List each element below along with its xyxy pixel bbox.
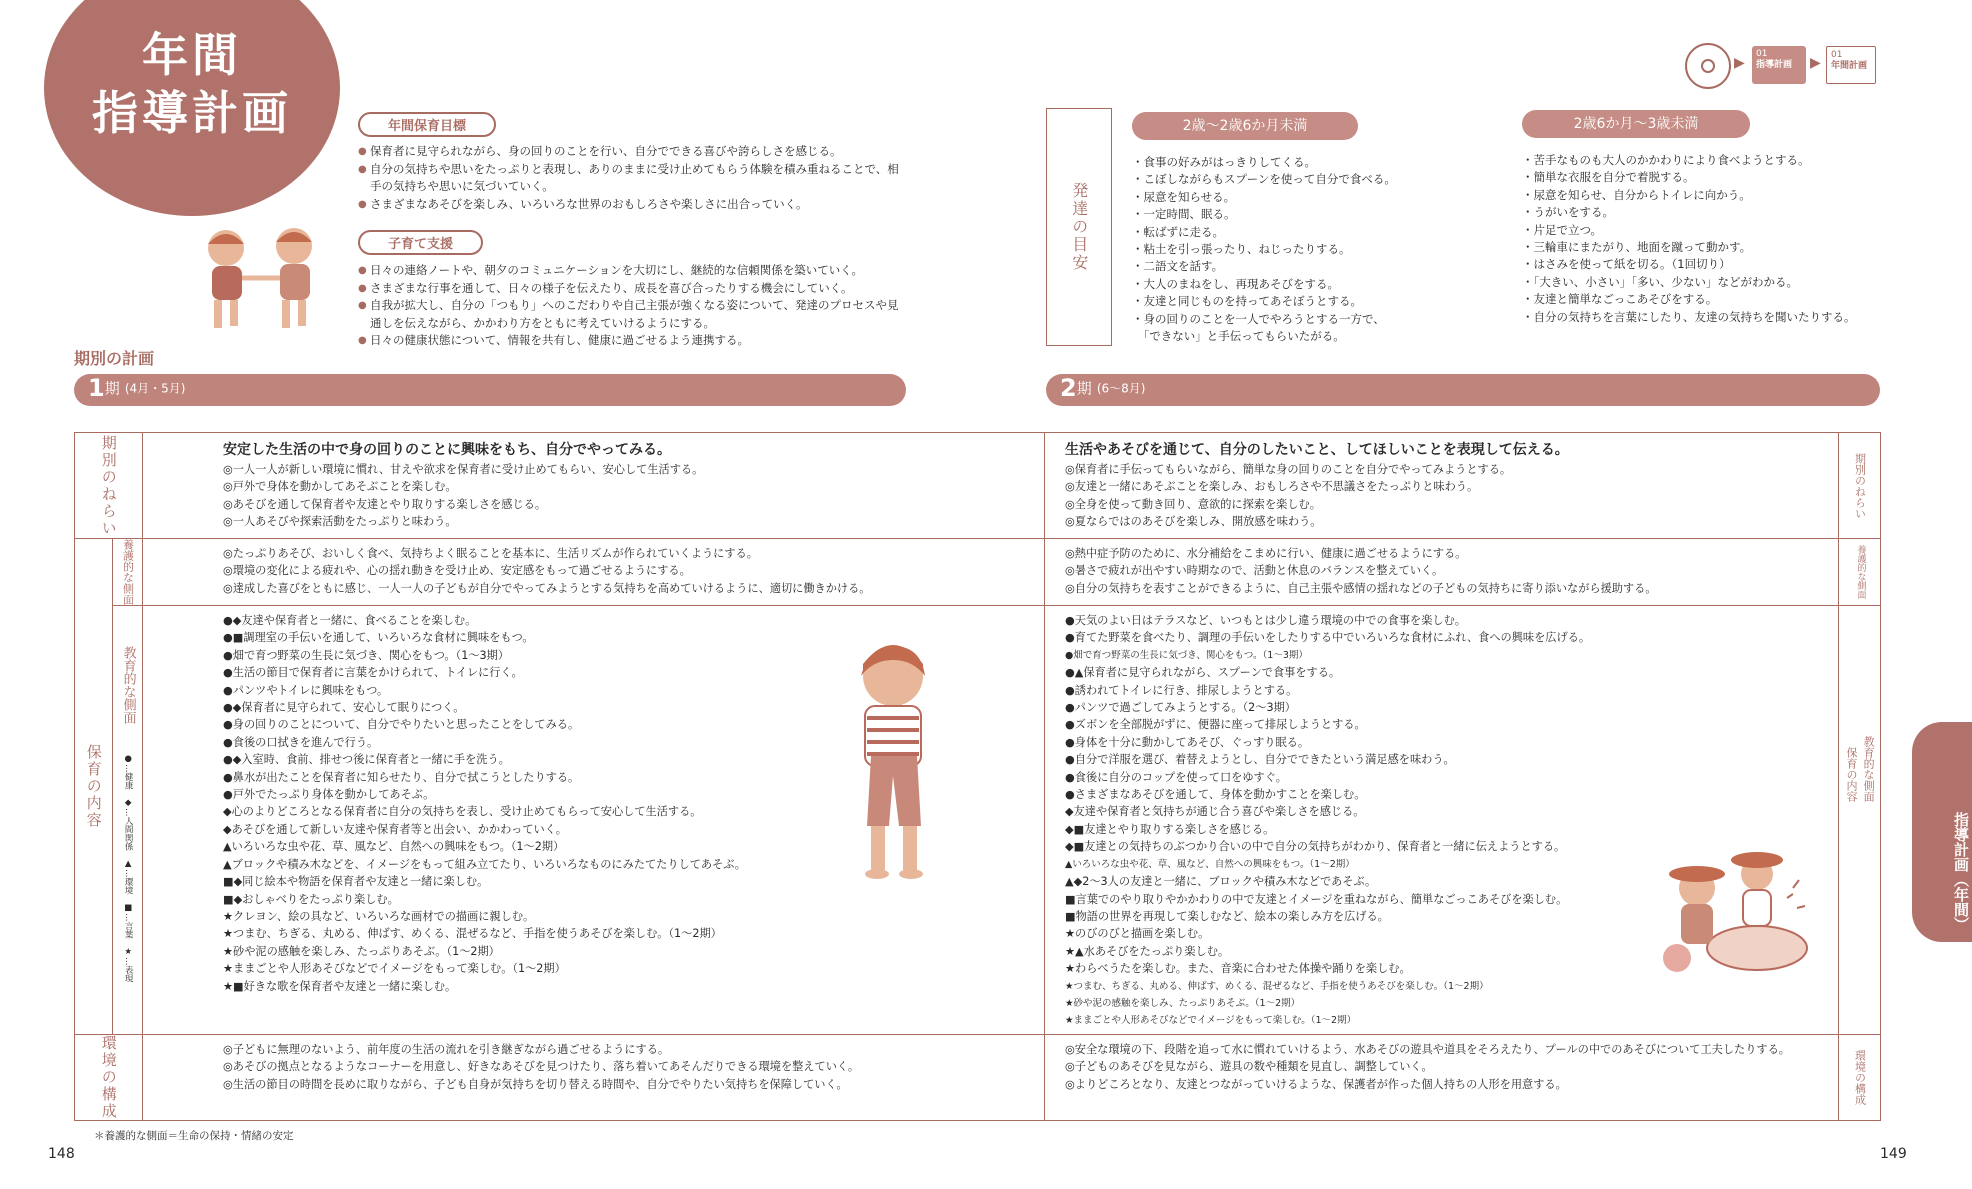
p2-env-list	[1065, 1041, 1828, 1093]
list-item: ・簡単な衣服を自分で着脱する。	[1522, 170, 1695, 185]
folder1-num: 01	[1756, 49, 1768, 59]
right-kyoiku-label: 教育的な側面	[1862, 736, 1876, 802]
children-illustration	[190, 222, 340, 340]
water-play-illustration	[1647, 838, 1817, 988]
list-item: 「できない」と手伝ってもらいたがる。	[1132, 329, 1345, 344]
list-item: ★■好きな歌を保育者や友達と一緒に楽しむ。	[223, 979, 457, 993]
folder2-num: 01	[1831, 50, 1843, 60]
disc-icon	[1684, 42, 1732, 90]
list-item: ★▲水あそびをたっぷり楽しむ。	[1065, 944, 1230, 958]
title-circle	[44, 0, 340, 216]
list-item: ●ズボンを全部脱がずに、便器に座って排尿しようとする。	[1065, 718, 1366, 732]
list-item: ▲いろいろな虫や花、草、風など、自然への興味をもつ。（1〜2期）	[1065, 858, 1355, 870]
list-item: ●身の回りのことについて、自分でやりたいと思ったことをしてみる。	[223, 718, 580, 732]
list-item: ・尿意を知らせ、自分からトイレに向かう。	[1522, 187, 1751, 202]
list-item: ・こぼしながらもスプーンを使って自分で食べる。	[1132, 172, 1396, 187]
list-item: ●自分で洋服を選び、着替えようとし、自分でできたという満足感を味わう。	[1065, 753, 1455, 767]
list-item: ・二語文を話す。	[1132, 259, 1224, 274]
list-item: ● さまざまなあそびを楽しみ、いろいろな世界のおもしろさや楽しさに出合っていく。	[358, 196, 910, 214]
list-item: ● 保育者に見守られながら、身の回りのことを行い、自分でできる喜びや誇らしさを感じる。	[358, 143, 910, 161]
list-item: ◎熱中症予防のために、水分補給をこまめに行い、健康に過ごせるようにする。	[1065, 547, 1467, 560]
child-illustration	[843, 636, 963, 886]
list-item: ●生活の節目で保育者に言葉をかけられて、トイレに行く。	[223, 666, 523, 680]
list-item: ★つまむ、ちぎる、丸める、伸ばす、めくる、混ぜるなど、手指を使うあそびを楽しむ。（1〜2期）	[223, 927, 722, 941]
list-item: ◎子どもに無理のないよう、前年度の生活の流れを引き継ぎながら過ごせるようにする。	[223, 1042, 670, 1056]
list-item: ◆あそびを通して新しい友達や保育者等と出会い、かかわっていく。	[223, 822, 567, 836]
list-item: ●パンツやトイレに興味をもつ。	[223, 683, 389, 697]
list-item: ●身体を十分に動かしてあそび、ぐっすり眠る。	[1065, 735, 1310, 749]
list-item: ◎あそびを通して保育者や友達とやり取りする楽しさを感じる。	[223, 497, 547, 511]
side-tab[interactable]: 指導計画（年間）	[1912, 722, 1972, 942]
list-item: ◆■友達との気持ちのぶつかり合いの中で自分の気持ちがわかり、保育者と一緒に伝えようとする。	[1065, 840, 1566, 854]
list-item: ●■調理室の手伝いを通して、いろいろな食材に興味をもつ。	[223, 631, 534, 645]
list-item: ●◆友達や保育者と一緒に、食べることを楽しむ。	[223, 614, 477, 627]
list-item: ●食後の口拭きを進んで行う。	[223, 735, 379, 749]
period2-num: 2	[1060, 374, 1077, 402]
p1-aim-list	[223, 461, 1034, 531]
env-label: 環境の構成	[99, 1034, 118, 1120]
dev-col1-list	[1132, 154, 1512, 345]
p1-yogo-list	[223, 545, 1034, 597]
development-label: 発達の目安	[1069, 182, 1089, 272]
list-item: ◎戸外で身体を動かしてあそぶことを楽しむ。	[223, 480, 457, 494]
p1-aim-head: 安定した生活の中で身の回りのことに興味をもち、自分でやってみる。	[223, 442, 671, 458]
list-item: ・うがいをする。	[1522, 205, 1614, 220]
list-item: ●食後に自分のコップを使って口をゆすぐ。	[1065, 770, 1287, 784]
parenting-support-label-wrap	[358, 230, 483, 255]
p2-aim-head: 生活やあそびを通じて、自分のしたいこと、してほしいことを表現して伝える。	[1065, 442, 1569, 458]
list-item: ● 日々の健康状態について、情報を共有し、健康に過ごせるよう連携する。	[358, 332, 910, 350]
table-row-yogo	[75, 539, 1881, 606]
list-item: ・苦手なものも大人のかかわりにより食べようとする。	[1522, 153, 1810, 167]
kyoiku-label: 教育的な側面	[120, 646, 136, 724]
list-item: ◆■友達とやり取りする楽しさを感じる。	[1065, 822, 1275, 836]
annual-goal-label-wrap	[358, 112, 496, 137]
list-item: ◎よりどころとなり、友達とつながっていけるような、保護者が作った個人持ちの人形を用意する。	[1065, 1077, 1567, 1091]
list-item: ・一定時間、眠る。	[1132, 207, 1236, 222]
list-item: ・「大きい、小さい」「多い、少ない」などがわかる。	[1522, 274, 1798, 289]
list-item: ・三輪車にまたがり、地面を蹴って動かす。	[1522, 240, 1752, 255]
list-item: ◎夏ならではのあそびを楽しみ、開放感を味わう。	[1065, 515, 1322, 529]
table-row-aim	[75, 433, 1881, 539]
list-item: ★のびのびと描画を楽しむ。	[1065, 927, 1210, 941]
list-item: ◎達成した喜びをともに感じ、一人一人の子どもが自分でやってみようとする気持ちを高めていけるように、適切に働きかける。	[223, 581, 871, 595]
list-item: ・自分の気持ちを言葉にしたり、友達の気持ちを聞いたりする。	[1522, 309, 1856, 324]
list-item: ◎環境の変化による疲れや、心の揺れ動きを受け止め、安定感をもって過ごせるようにする。	[223, 564, 691, 578]
list-item: ●誘われてトイレに行き、排尿しようとする。	[1065, 683, 1298, 697]
list-item: ★クレヨン、絵の具など、いろいろな画材での描画に親しむ。	[223, 909, 535, 923]
list-item: ● 自分の気持ちや思いをたっぷりと表現し、ありのままに受け止めてもらう体験を積み重ねることで、相手の気持ちや思いに気づいていく。	[358, 161, 910, 196]
dev-col1-header: 2歳〜2歳6か月未満	[1132, 112, 1358, 140]
folder1-label: 指導計画	[1756, 60, 1793, 70]
list-item: ◎暑さで疲れが出やすい時期なので、活動と休息のバランスを整えていく。	[1065, 564, 1444, 578]
page-number-right: 149	[1880, 1146, 1907, 1162]
list-item: ●▲保育者に見守られながら、スプーンで食事をする。	[1065, 666, 1341, 680]
right-aim-label: 期別のねらい	[1853, 452, 1867, 519]
list-item: ●◆保育者に見守られて、安心して眠りにつく。	[223, 701, 465, 715]
list-item: ◎全身を使って動き回り、意欲的に探索を楽しむ。	[1065, 497, 1321, 511]
yogo-label: 養護的な側面	[121, 539, 135, 605]
list-item: ◎友達と一緒にあそぶことを楽しみ、おもしろさや不思議さをたっぷりと味わう。	[1065, 480, 1479, 494]
plan-table	[74, 432, 1881, 1121]
annual-goal-list	[358, 143, 910, 213]
list-item: ★わらべうたを楽しむ。また、音楽に合わせた体操や踊りを楽しむ。	[1065, 962, 1411, 976]
period1-suffix: 期	[104, 379, 120, 398]
p2-yogo-list	[1065, 545, 1828, 597]
list-item: ◎安全な環境の下、段階を追って水に慣れていけるよう、水あそびの遊具や道具をそろえたり、プールの中でのあそびについて工夫したりする。	[1065, 1042, 1790, 1056]
arrow-right-icon: ▶	[1734, 55, 1745, 71]
period1-num: 1	[88, 374, 105, 402]
annual-goal-label: 年間保育目標	[358, 112, 496, 137]
period1-bar	[74, 374, 906, 406]
list-item: ●畑で育つ野菜の生長に気づき、関心をもつ。（1〜3期）	[1065, 649, 1308, 661]
list-item: ★砂や泥の感触を楽しみ、たっぷりあそぶ。（1〜2期）	[1065, 997, 1301, 1009]
list-item: ■言葉でのやり取りやかかわりの中で友達とイメージを重ねながら、簡単なごっこあそびを楽しむ。	[1065, 892, 1568, 906]
dev-col2-header: 2歳6か月〜3歳未満	[1522, 110, 1750, 138]
list-item: ・大人のまねをし、再現あそびをする。	[1132, 276, 1339, 291]
list-item: ・転ばずに走る。	[1132, 224, 1224, 239]
period2-suffix: 期	[1076, 379, 1092, 398]
page-number-left: 148	[48, 1146, 75, 1162]
folder-icon-shidou[interactable]	[1752, 46, 1806, 84]
list-item: ・友達と簡単なごっこあそびをする。	[1522, 292, 1718, 307]
list-item: ●畑で育つ野菜の生長に気づき、関心をもつ。（1〜3期）	[223, 648, 510, 662]
list-item: ★ままごとや人形あそびなどでイメージをもって楽しむ。（1〜2期）	[1065, 1015, 1357, 1027]
footnote: ＊養護的な側面＝生命の保持・情緒の安定	[94, 1130, 294, 1142]
list-item: ★ままごとや人形あそびなどでイメージをもって楽しむ。（1〜2期）	[223, 962, 566, 976]
p1-env-list	[223, 1041, 1034, 1093]
list-item: ◎あそびの拠点となるようなコーナーを用意し、好きなあそびを見つけたり、落ち着いてあそんだりできる環境を整えていく。	[223, 1060, 860, 1074]
period2-range: (6〜8月)	[1096, 381, 1146, 396]
page-title-line2: 指導計画	[92, 86, 292, 140]
aim-label: 期別のねらい	[99, 434, 118, 537]
file-icon-nenkan[interactable]	[1826, 46, 1876, 84]
list-item: ■物語の世界を再現して楽しむなど、絵本の楽しみ方を広げる。	[1065, 909, 1389, 923]
list-item: ★砂や泥の感触を楽しみ、たっぷりあそぶ。（1〜2期）	[223, 944, 500, 958]
content-label: 保育の内容	[84, 743, 103, 829]
list-item: ■◆おしゃべりをたっぷり楽しむ。	[223, 892, 399, 906]
list-item: ・粘土を引っ張ったり、ねじったりする。	[1132, 242, 1351, 257]
table-row-env	[75, 1034, 1881, 1120]
list-item: ★つまむ、ちぎる、丸める、伸ばす、めくる、混ぜるなど、手指を使うあそびを楽しむ。（1〜2期）	[1065, 980, 1489, 992]
legend: ●…健康 ◆…人間関係 ▲…環境 ■…言葉 ★…表現	[123, 754, 134, 983]
list-item: ●育てた野菜を食べたり、調理の手伝いをしたりする中でいろいろな食材にふれ、食への興味を広げる。	[1065, 631, 1591, 645]
p2-aim-list	[1065, 461, 1828, 531]
list-item: ・食事の好みがはっきりしてくる。	[1132, 155, 1316, 169]
list-item: ●さまざまなあそびを通して、身体を動かすことを楽しむ。	[1065, 788, 1366, 802]
list-item: ◆友達や保育者と気持ちが通じ合う喜びや楽しさを感じる。	[1065, 805, 1365, 819]
list-item: ● さまざまな行事を通して、日々の様子を伝えたり、成長を喜び合ったりする機会にしていく。	[358, 280, 910, 298]
list-item: ●天気のよい日はテラスなど、いつもとは少し違う環境の中での食事を楽しむ。	[1065, 614, 1466, 627]
right-content-label: 保育の内容	[1844, 747, 1858, 802]
list-item: ●◆入室時、食前、排せつ後に保育者と一緒に手を洗う。	[223, 753, 510, 767]
list-item: ● 自我が拡大し、自分の「つもり」へのこだわりや自己主張が強くなる姿について、発達のプロセスや見通しを伝えながら、かかわり方をともに考えていけるようにする。	[358, 297, 910, 332]
parenting-support-list	[358, 262, 910, 350]
list-item: ●鼻水が出たことを保育者に知らせたり、自分で拭こうとしたりする。	[223, 770, 580, 784]
section-label: 期別の計画	[74, 349, 155, 368]
list-item: ▲◆2〜3人の友達と一緒に、ブロックや積み木などであそぶ。	[1065, 875, 1377, 889]
list-item: ▲ブロックや積み木などを、イメージをもって組み立てたり、いろいろなものにみたてたりしてあそぶ。	[223, 857, 746, 871]
table-row-kyoiku	[75, 606, 1881, 1035]
list-item: ▲いろいろな虫や花、草、風など、自然への興味をもつ。（1〜2期）	[223, 840, 565, 854]
list-item: ●戸外でたっぷり身体を動かしてあそぶ。	[223, 788, 435, 802]
list-item: ◎一人一人が新しい環境に慣れ、甘えや欲求を保育者に受け止めてもらい、安心して生活する。	[223, 463, 704, 476]
folder2-label: 年間計画	[1831, 61, 1868, 71]
list-item: ◎保育者に手伝ってもらいながら、簡単な身の回りのことを自分でやってみようとする。	[1065, 463, 1512, 476]
list-item: ◎生活の節目の時間を長めに取りながら、子ども自身が気持ちを切り替える時間や、自分でやりたい気持ちを保障していく。	[223, 1077, 848, 1091]
list-item: ●パンツで過ごしてみようとする。（2〜3期）	[1065, 701, 1296, 715]
development-label-box	[1046, 108, 1112, 346]
parenting-support-label: 子育て支援	[358, 230, 483, 255]
list-item: ■◆同じ絵本や物語を保育者や友達と一緒に楽しむ。	[223, 875, 489, 889]
list-item: ・友達と同じものを持ってあそぼうとする。	[1132, 294, 1362, 309]
list-item: ・身の回りのことを一人でやろうとする一方で、	[1132, 311, 1385, 326]
page-title-line1: 年間	[142, 28, 242, 82]
right-env-label: 環境の構成	[1853, 1049, 1867, 1105]
period2-bar	[1046, 374, 1880, 406]
list-item: ・尿意を知らせる。	[1132, 189, 1236, 204]
list-item: ◎たっぷりあそび、おいしく食べ、気持ちよく眠ることを基本に、生活リズムが作られていくようにする。	[223, 547, 758, 560]
right-yogo-label: 養護的な側面	[1855, 545, 1866, 599]
period1-range: (4月・5月)	[124, 381, 186, 396]
list-item: ◎自分の気持ちを表すことができるように、自己主張や感情の揺れなどの子どもの気持ちに寄り添いながら援助する。	[1065, 581, 1657, 595]
list-item: ◎子どものあそびを見ながら、遊具の数や種類を見直し、調整していく。	[1065, 1060, 1433, 1074]
arrow-right-icon: ▶	[1810, 55, 1821, 71]
list-item: ● 日々の連絡ノートや、朝夕のコミュニケーションを大切にし、継続的な信頼関係を築いていく。	[358, 262, 910, 280]
list-item: ・はさみを使って紙を切る。（1回切り）	[1522, 257, 1731, 272]
dev-col2-list	[1522, 152, 1892, 326]
list-item: ◎一人あそびや探索活動をたっぷりと味わう。	[223, 515, 457, 529]
list-item: ・片足で立つ。	[1522, 222, 1603, 237]
list-item: ◆心のよりどころとなる保育者に自分の気持ちを表し、受け止めてもらって安心して生活する。	[223, 805, 702, 819]
